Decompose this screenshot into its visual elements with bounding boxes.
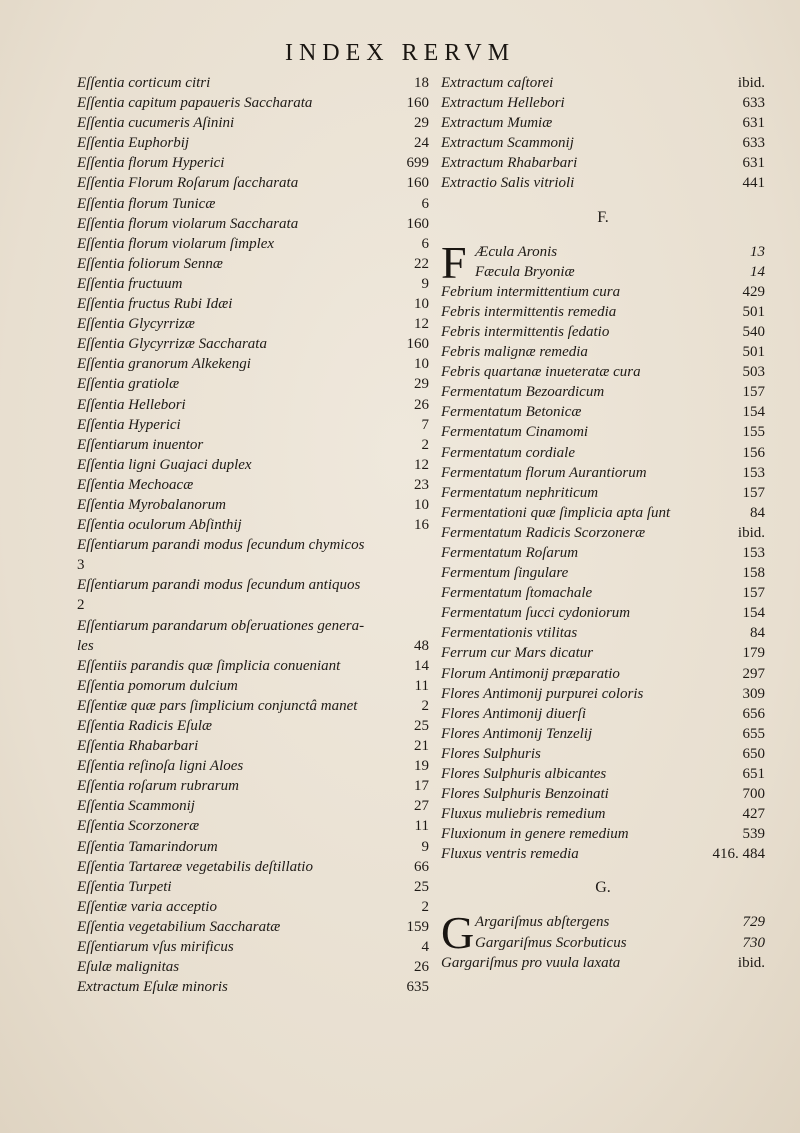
entry-page: 160 [406, 215, 429, 232]
entry-page: 153 [742, 544, 765, 561]
index-entry [441, 402, 765, 422]
index-entry [441, 764, 765, 784]
index-entry [77, 656, 429, 676]
entry-text: les [77, 637, 94, 654]
index-entry [441, 362, 765, 382]
entry-text: Flores Antimonij Tenzelij [441, 725, 593, 742]
index-entry [441, 322, 765, 342]
entry-page: 9 [421, 838, 429, 855]
entry-text: Eſſentiis parandis quæ ſimplicia conueniant [77, 657, 341, 674]
index-entry [77, 816, 429, 836]
entry-text: Eſſentia cucumeris Aſinini [77, 115, 235, 132]
entry-text: Eſſentiarum parandi modus ſecundum chymicos [77, 537, 365, 554]
index-entry [441, 603, 765, 623]
entry-page: 6 [421, 235, 429, 252]
entry-text: Eſſentia pomorum dulcium [77, 677, 238, 694]
entry-text: Eſſentia florum Tunicæ [77, 195, 216, 212]
entry-text: Extractum Eſulæ minoris [77, 979, 228, 996]
index-entry [441, 523, 765, 543]
index-entry [77, 435, 429, 455]
entry-page: 655 [742, 725, 765, 742]
entry-page: 297 [742, 665, 765, 682]
section-heading-g: G. [595, 879, 611, 897]
index-entry [77, 334, 429, 354]
entry-text: Eſſentia fructus Rubi Idæi [77, 296, 233, 313]
entry-text: Fermentatum ſtomachale [441, 585, 593, 602]
entry-text: Eſſentia florum Hyperici [77, 155, 225, 172]
entry-text: Eſſentia Euphorbij [77, 135, 190, 152]
index-entry [77, 314, 429, 334]
index-entry [77, 776, 429, 796]
entry-text: Fermentatum nephriticum [441, 484, 599, 501]
entry-text: Eſſentiæ varia acceptio [77, 898, 217, 915]
entry-text: Fluxionum in genere remedium [441, 826, 629, 843]
entry-page: 14 [414, 657, 429, 674]
entry-text: Eſſentia capitum papaueris Saccharata [77, 95, 313, 112]
entry-page: 19 [414, 758, 429, 775]
entry-text: Fermentationi quæ ſimplicia apta ſunt [441, 504, 671, 521]
drop-cap-initial: G [441, 907, 475, 959]
entry-page: 84 [750, 625, 765, 642]
entry-page: 7 [421, 416, 429, 433]
entry-text: Extractum Hellebori [441, 95, 565, 112]
entry-page: 2 [421, 436, 429, 453]
index-entry [441, 784, 765, 804]
index-entry [77, 716, 429, 736]
index-entry [77, 857, 429, 877]
entry-text: Fermentatum Bezoardicum [441, 384, 605, 401]
section-heading-f: F. [597, 208, 609, 226]
entry-text: Argariſmus abſtergens [475, 914, 610, 931]
entry-page: 540 [742, 323, 765, 340]
entry-text: Febrium intermittentium cura [441, 283, 621, 300]
entry-page: 633 [742, 135, 765, 152]
entry-page: 22 [414, 255, 429, 272]
index-entry [441, 443, 765, 463]
index-entry [441, 704, 765, 724]
entry-page: 66 [414, 858, 429, 875]
entry-text: Extractum Mumiæ [441, 115, 553, 132]
entry-page: 631 [742, 155, 765, 172]
entry-text: Eſſentia Florum Roſarum ſaccharata [77, 175, 299, 192]
entry-page: 26 [414, 396, 429, 413]
entry-text: Eſſentia vegetabilium Saccharatæ [77, 918, 281, 935]
index-entry [77, 555, 429, 575]
index-entry [77, 254, 429, 274]
entry-text: Flores Sulphuris Benzoinati [441, 786, 609, 803]
index-entry [77, 415, 429, 435]
entry-page: 501 [742, 303, 765, 320]
entry-text: Eſſentia Hellebori [77, 396, 186, 413]
entry-page: 633 [742, 95, 765, 112]
index-entry [77, 173, 429, 193]
entry-text: Eſſentia roſarum rubrarum [77, 778, 239, 795]
index-entry [77, 294, 429, 314]
entry-page: 179 [742, 645, 765, 662]
index-entry [77, 274, 429, 294]
entry-page: 26 [414, 959, 429, 976]
entry-text: Fermentatum cordiale [441, 444, 575, 461]
entry-text: Eſſentiarum vſus mirificus [77, 939, 234, 956]
index-entry [441, 724, 765, 744]
index-entry [441, 623, 765, 643]
entry-page: 21 [414, 738, 429, 755]
entry-page: 10 [414, 496, 429, 513]
index-entry [77, 153, 429, 173]
entry-text: Eſſentia Hyperici [77, 416, 181, 433]
entry-text: Fermentatum ſucci cydoniorum [441, 605, 631, 622]
entry-text: Ferrum cur Mars dicatur [441, 645, 594, 662]
entry-text: Eſſentiarum parandi modus ſecundum antiquos [77, 577, 361, 594]
entry-text: Eſſentia fructuum [77, 275, 183, 292]
entry-text: Fluxus muliebris remedium [441, 806, 606, 823]
index-entry [77, 73, 429, 93]
entry-page: 158 [742, 565, 765, 582]
entry-page: 13 [750, 243, 765, 260]
entry-text: Eſſentiæ quæ pars ſimplicium conjunctâ manet [77, 697, 358, 714]
entry-page: 441 [742, 175, 765, 192]
index-entry [441, 804, 765, 824]
entry-page: 2 [421, 697, 429, 714]
entry-page: 309 [742, 685, 765, 702]
entry-text: Florum Antimonij præparatio [441, 665, 620, 682]
entry-text: Extractum Rhabarbari [441, 155, 578, 172]
entry-text: Eſſentia Radicis Eſulæ [77, 718, 212, 734]
index-entry [441, 503, 765, 523]
index-entry [441, 664, 765, 684]
entry-text: Fluxus ventris remedia [441, 846, 579, 863]
index-entry [441, 262, 765, 282]
entry-page: 11 [414, 818, 429, 835]
index-entry [77, 676, 429, 696]
entry-text: Flores Sulphuris [441, 745, 541, 762]
entry-text: Flores Antimonij purpurei coloris [441, 685, 644, 702]
entry-text: Eſſentia Scammonij [77, 798, 195, 815]
index-entry [77, 133, 429, 153]
entry-page: 501 [742, 344, 765, 361]
entry-text: Febris intermittentis ſedatio [441, 323, 610, 340]
index-entry [77, 515, 429, 535]
index-entry [441, 282, 765, 302]
entry-page: 155 [742, 424, 765, 441]
entry-page: 17 [414, 778, 429, 795]
entry-text: Eſſentia Tartareæ vegetabilis deſtillatio [77, 858, 313, 875]
entry-text: Febris malignæ remedia [441, 344, 588, 361]
entry-page: 9 [421, 275, 429, 292]
index-entry [77, 595, 429, 615]
index-entry [77, 354, 429, 374]
entry-page: ibid. [737, 524, 765, 541]
entry-page: 700 [742, 786, 765, 803]
entry-text: Extractum Scammonij [441, 135, 574, 152]
index-entry [441, 73, 765, 93]
entry-page: 157 [742, 585, 765, 602]
entry-page: 25 [414, 718, 429, 734]
entry-page: 427 [742, 806, 765, 823]
index-entry [77, 917, 429, 937]
entry-page: 730 [742, 934, 765, 951]
entry-text: Eſſentia Turpeti [77, 878, 172, 895]
entry-text: Extractio Salis vitrioli [441, 175, 575, 192]
index-entry [441, 342, 765, 362]
entry-text: Fermentatum florum Aurantiorum [441, 464, 647, 481]
index-entry [77, 113, 429, 133]
entry-page: 157 [742, 384, 765, 401]
index-entry [441, 302, 765, 322]
entry-text: Febris intermittentis remedia [441, 303, 617, 320]
entry-page: 656 [742, 705, 765, 722]
index-entry [77, 575, 429, 595]
entry-page: 651 [742, 766, 765, 782]
index-entry [77, 837, 429, 857]
index-entry [441, 242, 765, 262]
entry-text: Gargariſmus pro vuula laxata [441, 954, 621, 971]
index-entry [77, 374, 429, 394]
entry-page: 729 [742, 914, 765, 931]
entry-page: 10 [414, 356, 429, 373]
entry-page: 29 [414, 115, 429, 132]
entry-text: Eſſentia corticum citri [77, 75, 211, 91]
index-entry [441, 113, 765, 133]
entry-page: 16 [414, 517, 429, 534]
entry-text: Eſſentia Myrobalanorum [77, 496, 227, 513]
index-column-right [441, 73, 765, 973]
index-entry [441, 463, 765, 483]
index-entry [441, 173, 765, 193]
entry-text: Eſſentia foliorum Sennæ [77, 255, 223, 272]
entry-text: Eſſentia Mechoacæ [77, 476, 194, 493]
entry-text: Fermentatum Cinamomi [441, 424, 589, 441]
index-entry [441, 583, 765, 603]
entry-page: 14 [750, 263, 765, 280]
index-entry [77, 395, 429, 415]
entry-page: ibid. [737, 75, 765, 91]
index-entry [77, 796, 429, 816]
index-entry [77, 977, 429, 997]
entry-page: 635 [406, 979, 429, 996]
entry-text: Eſſentia oculorum Abſinthij [77, 517, 242, 534]
entry-text: Febris quartanæ inueteratæ cura [441, 364, 641, 381]
index-entry [77, 636, 429, 656]
entry-page: 10 [414, 296, 429, 313]
entry-text: Fermentum ſingulare [441, 565, 569, 582]
entry-page: 29 [414, 376, 429, 393]
index-entry [77, 736, 429, 756]
index-entry [77, 616, 429, 636]
entry-text: Eſſentia Glycyrrizæ Saccharata [77, 336, 267, 353]
entry-page: 429 [742, 283, 765, 300]
index-entry [77, 696, 429, 716]
entry-page: 6 [421, 195, 429, 212]
entry-page: 154 [742, 605, 765, 622]
entry-page: 25 [414, 878, 429, 895]
index-entry [77, 475, 429, 495]
entry-page: 12 [414, 456, 429, 473]
entry-text: Fermentatum Betonicæ [441, 404, 582, 421]
entry-text: Æcula Aronis [475, 243, 558, 260]
entry-page: 159 [406, 918, 429, 935]
entry-page: 4 [421, 939, 429, 956]
index-entry [441, 563, 765, 583]
entry-text: Eſſentia Rhabarbari [77, 738, 199, 755]
entry-page: 84 [750, 504, 765, 521]
entry-page: 539 [742, 826, 765, 843]
entry-page: 160 [406, 336, 429, 353]
entry-text: Eſſentia reſinoſa ligni Aloes [77, 758, 244, 775]
entry-text: Eſſentiarum inuentor [77, 436, 204, 453]
entry-page: 153 [742, 464, 765, 481]
index-entry [441, 93, 765, 113]
index-entry [441, 744, 765, 764]
index-column-left [77, 73, 429, 997]
index-entry [77, 957, 429, 977]
entry-text: Eſſentia florum violarum ſimplex [77, 235, 275, 252]
entry-text: Gargariſmus Scorbuticus [475, 934, 627, 951]
index-entry [441, 953, 765, 973]
entry-page: 12 [414, 316, 429, 333]
index-entry [77, 937, 429, 957]
entry-page: 650 [742, 745, 765, 762]
entry-text: Fermentationis vtilitas [441, 625, 578, 642]
index-entry [441, 684, 765, 704]
entry-text: Eſſentia Glycyrrizæ [77, 316, 195, 333]
entry-text: Fæcula Bryoniæ [475, 263, 575, 280]
index-entry [441, 824, 765, 844]
index-entry [441, 912, 765, 932]
entry-text: Eſſentia Scorzoneræ [77, 818, 200, 835]
index-entry [77, 93, 429, 113]
index-entry [441, 483, 765, 503]
entry-text: Eſſentiarum parandarum obſeruationes genera- [77, 617, 365, 634]
entry-text: Eſſentia gratiolæ [77, 376, 180, 393]
entry-page: 631 [742, 115, 765, 132]
index-entry [77, 756, 429, 776]
index-entry [77, 455, 429, 475]
entry-text: Eſſentia granorum Alkekengi [77, 356, 251, 373]
index-entry [441, 153, 765, 173]
index-entry [77, 214, 429, 234]
index-entry [441, 382, 765, 402]
index-entry [441, 643, 765, 663]
index-entry [77, 495, 429, 515]
entry-text: 3 [77, 557, 85, 574]
entry-text: Extractum caſtorei [441, 75, 554, 91]
entry-page: 24 [414, 135, 429, 152]
entry-text: Eſulæ malignitas [77, 959, 180, 976]
index-entry [441, 844, 765, 864]
entry-text: Eſſentia Tamarindorum [77, 838, 218, 855]
entry-text: 2 [77, 597, 85, 614]
entry-page: 2 [421, 898, 429, 915]
entry-page: 157 [742, 484, 765, 501]
entry-page: 154 [742, 404, 765, 421]
entry-text: Flores Sulphuris albicantes [441, 766, 607, 782]
entry-page: ibid. [737, 954, 765, 971]
entry-page: 48 [414, 637, 429, 654]
entry-page: 23 [414, 476, 429, 493]
entry-text: Flores Antimonij diuerſi [441, 705, 586, 722]
index-entry [77, 234, 429, 254]
index-entry [441, 543, 765, 563]
entry-page: 416. 484 [712, 846, 765, 863]
index-entry [441, 422, 765, 442]
entry-text: Eſſentia florum violarum Saccharata [77, 215, 299, 232]
entry-text: Fermentatum Roſarum [441, 544, 579, 561]
entry-page: 699 [406, 155, 429, 172]
drop-cap-initial: F [441, 236, 467, 288]
index-entry [77, 535, 429, 555]
entry-page: 156 [742, 444, 765, 461]
page-header: INDEX RERVM [284, 40, 516, 66]
entry-page: 160 [406, 95, 429, 112]
entry-page: 11 [414, 677, 429, 694]
index-entry [441, 133, 765, 153]
entry-page: 27 [414, 798, 429, 815]
entry-page: 503 [742, 364, 765, 381]
entry-text: Fermentatum Radicis Scorzoneræ [441, 524, 646, 541]
index-entry [77, 897, 429, 917]
entry-page: 18 [414, 75, 429, 91]
index-entry [77, 194, 429, 214]
index-entry [77, 877, 429, 897]
entry-page: 160 [406, 175, 429, 192]
index-entry [441, 933, 765, 953]
entry-text: Eſſentia ligni Guajaci duplex [77, 456, 252, 473]
